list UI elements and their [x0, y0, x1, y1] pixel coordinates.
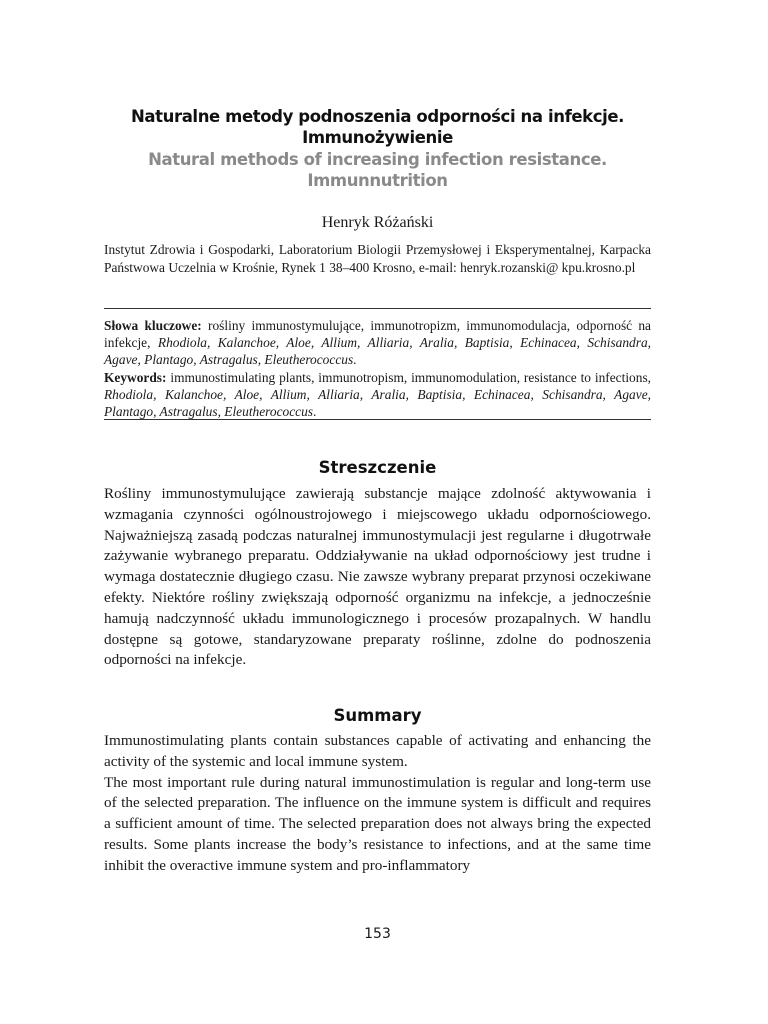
- keywords-english-end: .: [313, 404, 317, 420]
- title-polish-line-1: Naturalne metody podnoszenia odporności na infekcje.: [130, 107, 625, 126]
- title-english: [104, 149, 651, 191]
- summary-paragraph-2: The most important rule during natural immunostimulation is regular and long-term use of the selected preparation. The influence on the immune system is difficult and requires a sufficient amount of time. The selected preparation does not always bring the expected results. Some plants increase the body’s resistance to infections, and at the same time inhibit the overactive immune system and pro-inflammatory: [104, 773, 651, 874]
- streszczenie-paragraph: Rośliny immunostymulujące zawierają substancje mające zdolność aktywowania i wzmagania czynności ogólnoustrojowego i miejscowego układu odpornościowego. Najważniejszą zasadą podczas naturalnej immunostymulacji jest regularne i długotrwałe zażywanie wybranego preparatu. Oddziaływanie na układ odpornościowy jest trudne i wymaga dostatecznie długiego czasu. Nie zawsze wybrany preparat przynosi oczekiwane efekty. Niektóre rośliny zwiększają odporność organizmu na infekcje, a jednocześnie hamują nadczynność układu immunologicznego i procesów prozapalnych. W handlu dostępne są gotowe, standaryzowane preparaty roślinne, zdolne do podnoszenia odporności na infekcje.: [104, 485, 651, 669]
- keywords-top-rule: [104, 308, 651, 309]
- author-affiliation: Instytut Zdrowia i Gospodarki, Laboratorium Biologii Przemysłowej i Eksperymentalnej, Karpacka Państwowa Uczelnia w Krośnie, Rynek 1 38–400 Krosno, e-mail: henryk.rozanski@ kpu.krosno.pl: [104, 242, 651, 275]
- title-polish-line-2: Immunożywienie: [302, 128, 453, 147]
- summary-body: [104, 731, 651, 877]
- summary-paragraph-1: Immunostimulating plants contain substances capable of activating and enhancing the activity of the systemic and local immune system.: [104, 732, 651, 770]
- title-polish: [104, 106, 651, 148]
- keywords-english: [104, 369, 651, 421]
- keywords-polish-latin: Rhodiola, Kalanchoe, Aloe, Allium, Alliaria, Aralia, Baptisia, Echinacea, Schisandra, Agave, Plantago, Astragalus, Eleutherococcus: [104, 335, 651, 368]
- keywords-polish-label: Słowa kluczowe:: [104, 318, 202, 333]
- author-name: Henryk Różański: [321, 214, 434, 231]
- streszczenie-heading: Streszczenie: [318, 458, 437, 477]
- title-english-line-2: Immunnutrition: [307, 171, 448, 190]
- keywords-polish-end: .: [353, 352, 357, 368]
- keywords-polish: [104, 317, 651, 369]
- keywords-english-terms: immunostimulating plants, immunotropism, immunomodulation, resistance to infections,: [166, 369, 651, 385]
- keywords-english-latin: Rhodiola, Kalanchoe, Aloe, Allium, Alliaria, Aralia, Baptisia, Echinacea, Schisandra, Agave, Plantago, Astragalus, Eleutherococcus: [104, 386, 651, 420]
- summary-heading: Summary: [333, 706, 422, 725]
- title-english-line-1: Natural methods of increasing infection resistance.: [148, 150, 607, 169]
- keywords-polish-terms: rośliny immunostymulujące, immunotropizm, immunomodulacja, odporność na infekcje,: [104, 318, 651, 351]
- keywords-bottom-rule: [104, 419, 651, 420]
- article-page: [104, 0, 651, 1024]
- keywords-block: [104, 317, 651, 420]
- keywords-english-label: Keywords:: [104, 369, 167, 385]
- page-number: 153: [364, 926, 391, 942]
